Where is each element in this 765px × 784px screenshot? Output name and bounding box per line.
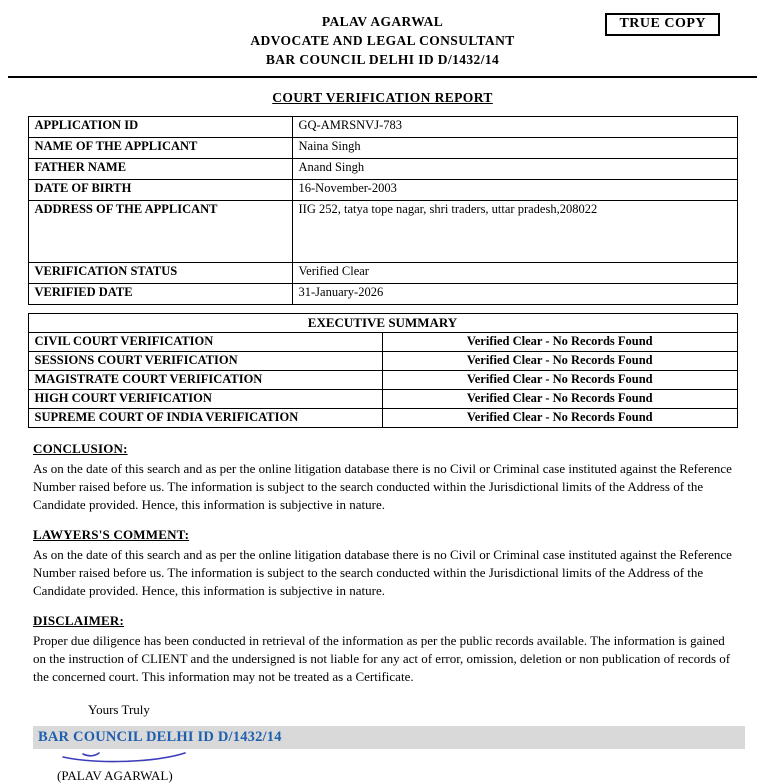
table-row	[28, 180, 737, 201]
field-value: 16-November-2003	[292, 180, 737, 201]
table-row	[28, 390, 737, 409]
table-row	[28, 138, 737, 159]
field-value: IIG 252, tatya tope nagar, shri traders, uttar pradesh,208022	[292, 201, 737, 263]
section-heading: DISCLAIMER:	[33, 613, 125, 628]
advocate-title: ADVOCATE AND LEGAL CONSULTANT	[250, 33, 515, 48]
applicant-details-table	[28, 116, 738, 305]
field-label: NAME OF THE APPLICANT	[28, 138, 292, 159]
field-label: APPLICATION ID	[28, 117, 292, 138]
executive-summary-title: EXECUTIVE SUMMARY	[28, 314, 737, 333]
disclaimer-section	[33, 613, 738, 686]
field-value: GQ-AMRSNVJ-783	[292, 117, 737, 138]
section-heading: CONCLUSION:	[33, 441, 128, 456]
true-copy-stamp	[605, 13, 720, 36]
footer-highlight-bar	[33, 726, 745, 749]
verification-result: Verified Clear - No Records Found	[383, 390, 738, 409]
table-row	[28, 159, 737, 180]
verification-result: Verified Clear - No Records Found	[383, 409, 738, 428]
field-label: FATHER NAME	[28, 159, 292, 180]
field-value: Naina Singh	[292, 138, 737, 159]
verification-result: Verified Clear - No Records Found	[383, 352, 738, 371]
table-row	[28, 263, 737, 284]
verification-label: HIGH COURT VERIFICATION	[28, 390, 383, 409]
true-copy-label: TRUE COPY	[619, 16, 706, 31]
field-label: VERIFIED DATE	[28, 284, 292, 305]
table-row	[28, 117, 737, 138]
table-row	[28, 371, 737, 390]
verification-result: Verified Clear - No Records Found	[383, 371, 738, 390]
table-row	[28, 201, 737, 263]
table-row	[28, 333, 737, 352]
field-value: Anand Singh	[292, 159, 737, 180]
closing-line: Yours Truly	[88, 702, 150, 717]
lawyers-comment-section	[33, 527, 738, 600]
section-body: As on the date of this search and as per the online litigation database there is no Civil or Criminal case instituted against the Reference Number raised before us. The information is subject to the search conducted within the Jurisdictional limits of the Address of the Candidate provided. Hence, this information is subjective in nature.	[33, 461, 732, 512]
table-row	[28, 284, 737, 305]
advocate-name: PALAV AGARWAL	[321, 14, 444, 29]
verification-result: Verified Clear - No Records Found	[383, 333, 738, 352]
field-label: ADDRESS OF THE APPLICANT	[28, 201, 292, 263]
signatory-name: (PALAV AGARWAL)	[57, 768, 173, 783]
verification-label: SESSIONS COURT VERIFICATION	[28, 352, 383, 371]
verification-label: MAGISTRATE COURT VERIFICATION	[28, 371, 383, 390]
verification-label: SUPREME COURT OF INDIA VERIFICATION	[28, 409, 383, 428]
section-body: Proper due diligence has been conducted in retrieval of the information as per the public records available. The information is gained on the instruction of CLIENT and the undersigned is not liable for any act of error, omission, deletion or non publication of records of the concerned court. This information may not be treated as a Certificate.	[33, 633, 731, 684]
executive-summary-table	[28, 313, 738, 428]
verification-label: CIVIL COURT VERIFICATION	[28, 333, 383, 352]
bar-council-id: BAR COUNCIL DELHI ID D/1432/14	[265, 52, 500, 67]
header-divider	[8, 76, 757, 78]
report-title: COURT VERIFICATION REPORT	[272, 90, 493, 105]
conclusion-section	[33, 441, 738, 514]
field-label: VERIFICATION STATUS	[28, 263, 292, 284]
field-value: 31-January-2026	[292, 284, 737, 305]
section-body: As on the date of this search and as per the online litigation database there is no Civil or Criminal case instituted against the Reference Number raised before us. The information is subject to the search conducted within the Jurisdictional limits of the Address of the Candidate provided. Hence, this information is subjective in nature.	[33, 547, 732, 598]
section-heading: LAWYERS'S COMMENT:	[33, 527, 190, 542]
table-row	[28, 409, 737, 428]
field-value: Verified Clear	[292, 263, 737, 284]
footer-bar-council-id: BAR COUNCIL DELHI ID D/1432/14	[38, 729, 282, 745]
field-label: DATE OF BIRTH	[28, 180, 292, 201]
table-row	[28, 352, 737, 371]
table-header-row	[28, 314, 737, 333]
